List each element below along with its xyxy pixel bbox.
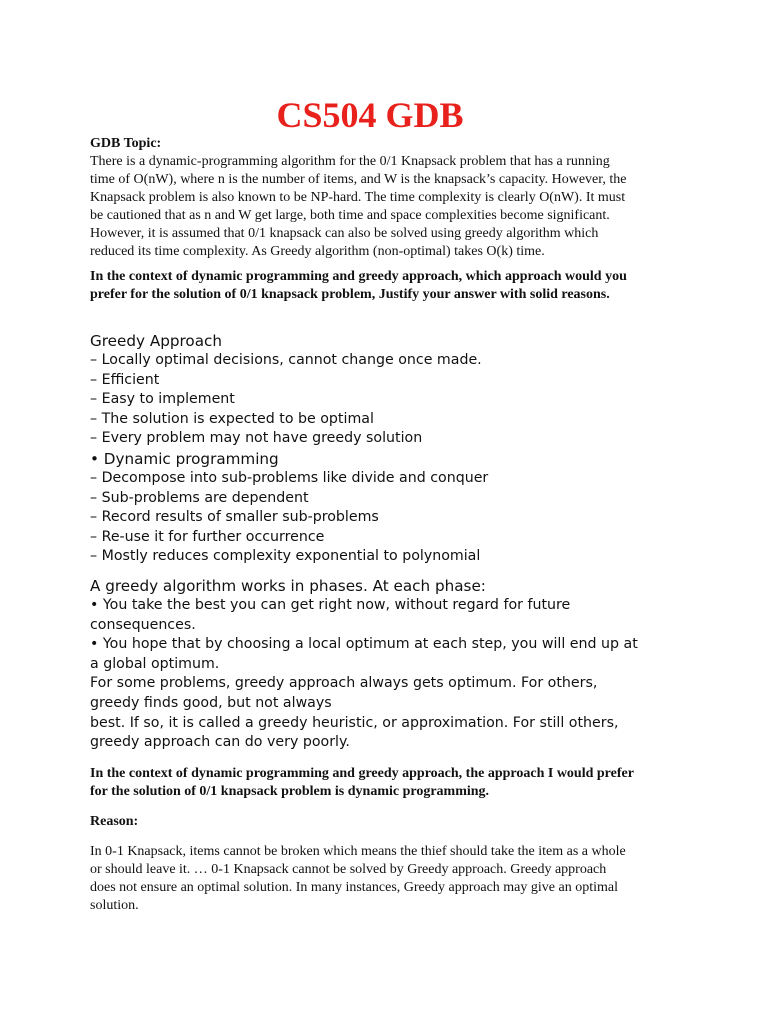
topic-line: be cautioned that as n and W get large, both time and space complexities become significant. [90, 208, 610, 223]
dynamic-item: – Record results of smaller sub-problems [90, 509, 379, 526]
greedy-item: – Every problem may not have greedy solution [90, 430, 423, 447]
topic-line: There is a dynamic-programming algorithm for the 0/1 Knapsack problem that has a running [90, 154, 610, 169]
reason-line: solution. [90, 898, 139, 913]
reason-label: Reason: [90, 814, 139, 829]
answer-line: for the solution of 0/1 knapsack problem is dynamic programming. [90, 784, 490, 799]
phases-line: best. If so, it is called a greedy heuristic, or approximation. For still others, [90, 714, 619, 731]
dynamic-item: – Re-use it for further occurrence [90, 528, 325, 545]
topic-line: time of O(nW), where n is the number of items, and W is the knapsack’s capacity. However, the [90, 172, 627, 187]
phases-line: greedy approach can do very poorly. [90, 734, 350, 751]
dynamic-item: – Sub-problems are dependent [90, 489, 309, 506]
dynamic-item: – Decompose into sub-problems like divide and conquer [90, 469, 489, 486]
question-line: prefer for the solution of 0/1 knapsack problem, Justify your answer with solid reasons. [90, 287, 610, 302]
answer-line: In the context of dynamic programming and greedy approach, the approach I would prefer [90, 766, 634, 781]
greedy-item: – Locally optimal decisions, cannot change once made. [90, 352, 482, 368]
reason-line: does not ensure an optimal solution. In many instances, Greedy approach may give an optimal [90, 880, 618, 895]
question-line: In the context of dynamic programming and greedy approach, which approach would you [90, 269, 627, 284]
phases-line: • You take the best you can get right now, without regard for future [90, 597, 571, 613]
phases-line: For some problems, greedy approach always gets optimum. For others, [90, 675, 598, 692]
greedy-item: – The solution is expected to be optimal [90, 410, 374, 427]
greedy-item: – Efficient [90, 371, 160, 388]
question-section [90, 268, 660, 304]
topic-line: Knapsack problem is also known to be NP-hard. The time complexity is clearly O(nW). It must [90, 190, 626, 205]
phases-heading: A greedy algorithm works in phases. At each phase: [90, 577, 486, 595]
answer-section [90, 765, 660, 801]
greedy-heading: Greedy Approach [90, 332, 222, 350]
comparison-section [90, 331, 660, 567]
phases-line: a global optimum. [90, 655, 220, 672]
reason-section [90, 843, 660, 915]
topic-line: reduced its time complexity. As Greedy algorithm (non-optimal) takes O(k) time. [90, 244, 545, 259]
greedy-item: – Easy to implement [90, 391, 235, 408]
topic-label: GDB Topic: [90, 136, 162, 151]
reason-line: In 0-1 Knapsack, items cannot be broken which means the thief should take the item as a whole [90, 844, 626, 859]
phases-section [90, 576, 660, 753]
document-title: CS504 GDB [276, 95, 464, 135]
phases-line: greedy finds good, but not always [90, 694, 332, 711]
dynamic-item: – Mostly reduces complexity exponential to polynomial [90, 548, 481, 565]
topic-line: However, it is assumed that 0/1 knapsack can also be solved using greedy algorithm which [90, 226, 599, 241]
phases-line: consequences. [90, 616, 196, 633]
phases-line: • You hope that by choosing a local optimum at each step, you will end up at [90, 636, 638, 653]
reason-line: or should leave it. … 0-1 Knapsack cannot be solved by Greedy approach. Greedy approach [90, 862, 607, 877]
dynamic-heading: • Dynamic programming [90, 449, 279, 468]
topic-section [90, 135, 660, 261]
